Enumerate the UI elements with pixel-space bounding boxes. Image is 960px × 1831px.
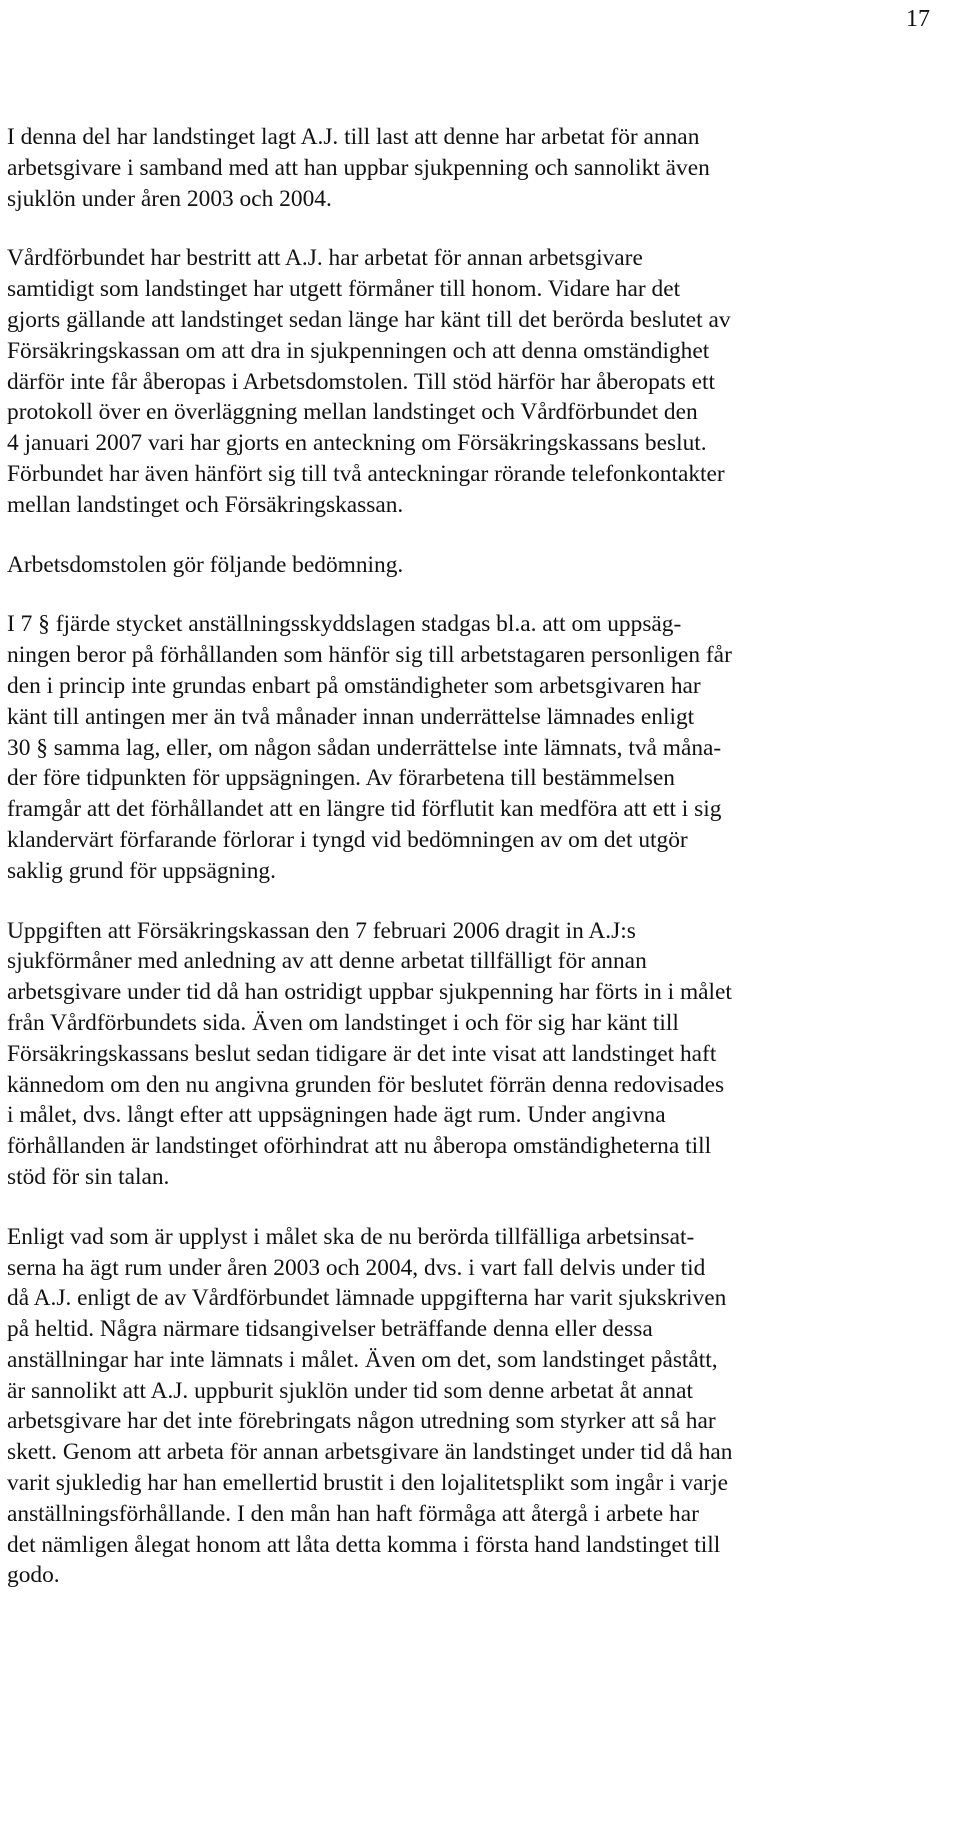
text-line: Enligt vad som är upplyst i målet ska de nu berörda tillfälliga arbetsinsat- [7,1223,695,1250]
text-line: arbetsgivare har det inte förebringats någon utredning som styrker att så har [7,1408,716,1435]
text-line: kännedom om den nu angivna grunden för beslutet förrän denna redovisades [7,1071,725,1098]
text-line: är sannolikt att A.J. uppburit sjuklön under tid som denne arbetat åt annat [7,1377,693,1404]
text-line: gjorts gällande att landstinget sedan länge har känt till det berörda beslutet av [7,306,731,333]
text-line: varit sjukledig har han emellertid brustit i den lojalitetsplikt som ingår i varje [7,1470,729,1497]
page-number: 17 [906,6,930,32]
text-line: förhållanden är landstinget oförhindrat att nu åberopa omständigheterna till [7,1133,712,1160]
text-line: klandervärt förfarande förlorar i tyngd vid bedömningen av om det utgör [7,826,688,853]
text-line: der före tidpunkten för uppsägningen. Av förarbetena till bestämmelsen [7,765,675,792]
text-line: arbetsgivare under tid då han ostridigt uppbar sjukpenning har förts in i målet [7,979,732,1006]
paragraph-5 [7,916,955,1193]
text-line: arbetsgivare i samband med att han uppbar sjukpenning och sannolikt även [7,154,710,181]
text-line: den i princip inte grundas enbart på omständigheter som arbetsgivaren har [7,672,701,699]
paragraph-3 [7,550,955,581]
text-line: I denna del har landstinget lagt A.J. till last att denne har arbetat för annan [7,124,700,150]
text-line: saklig grund för uppsägning. [7,857,276,884]
text-line: protokoll över en överläggning mellan landstinget och Vårdförbundet den [7,399,698,426]
text-line: Arbetsdomstolen gör följande bedömning. [7,551,404,578]
text-line: skett. Genom att arbeta för annan arbetsgivare än landstinget under tid då han [7,1439,733,1466]
paragraph-6 [7,1222,955,1592]
text-line: 4 januari 2007 vari har gjorts en anteckning om Försäkringskassans beslut. [7,430,707,457]
text-line: 30 § samma lag, eller, om någon sådan underrättelse inte lämnats, två måna- [7,734,722,761]
text-line: det nämligen ålegat honom att låta detta komma i första hand landstinget till [7,1531,721,1558]
text-line: anställningsförhållande. I den mån han haft förmåga att återgå i arbete har [7,1500,699,1527]
text-line: känt till antingen mer än två månader innan underrättelse lämnades enligt [7,703,695,730]
text-line: på heltid. Några närmare tidsangivelser beträffande denna eller dessa [7,1316,653,1343]
text-line: Uppgiften att Försäkringskassan den 7 februari 2006 dragit in A.J:s [7,917,636,944]
document-body [7,122,955,1620]
text-line: då A.J. enligt de av Vårdförbundet lämnade uppgifterna har varit sjukskriven [7,1285,727,1312]
text-line: sjukförmåner med anledning av att denne arbetat tillfälligt för annan [7,948,647,975]
text-line: serna ha ägt rum under åren 2003 och 2004, dvs. i vart fall delvis under tid [7,1254,706,1281]
paragraph-2 [7,243,955,520]
text-line: anställningar har inte lämnats i målet. Även om det, som landstinget påstått, [7,1346,718,1373]
text-line: från Vårdförbundets sida. Även om landstinget i och för sig har känt till [7,1009,679,1036]
paragraph-1 [7,122,955,214]
text-line: godo. [7,1562,60,1589]
text-line: Försäkringskassan om att dra in sjukpenningen och att denna omständighet [7,337,710,364]
text-line: stöd för sin talan. [7,1163,170,1190]
text-line: Förbundet har även hänfört sig till två anteckningar rörande telefonkontakter [7,460,725,487]
text-line: i målet, dvs. långt efter att uppsägningen hade ägt rum. Under angivna [7,1102,666,1129]
text-line: Vårdförbundet har bestritt att A.J. har arbetat för annan arbetsgivare [7,245,643,272]
text-line: ningen beror på förhållanden som hänför sig till arbetstagaren personligen får [7,642,732,669]
text-line: därför inte får åberopas i Arbetsdomstolen. Till stöd härför har åberopats ett [7,368,716,395]
text-line: Försäkringskassans beslut sedan tidigare är det inte visat att landstinget haft [7,1040,717,1067]
text-line: samtidigt som landstinget har utgett förmåner till honom. Vidare har det [7,276,681,303]
paragraph-4 [7,609,955,886]
text-line: mellan landstinget och Försäkringskassan. [7,491,404,518]
text-line: I 7 § fjärde stycket anställningsskyddslagen stadgas bl.a. att om uppsäg- [7,611,682,638]
text-line: framgår att det förhållandet att en längre tid förflutit kan medföra att ett i sig [7,796,722,823]
text-line: sjuklön under åren 2003 och 2004. [7,185,332,212]
